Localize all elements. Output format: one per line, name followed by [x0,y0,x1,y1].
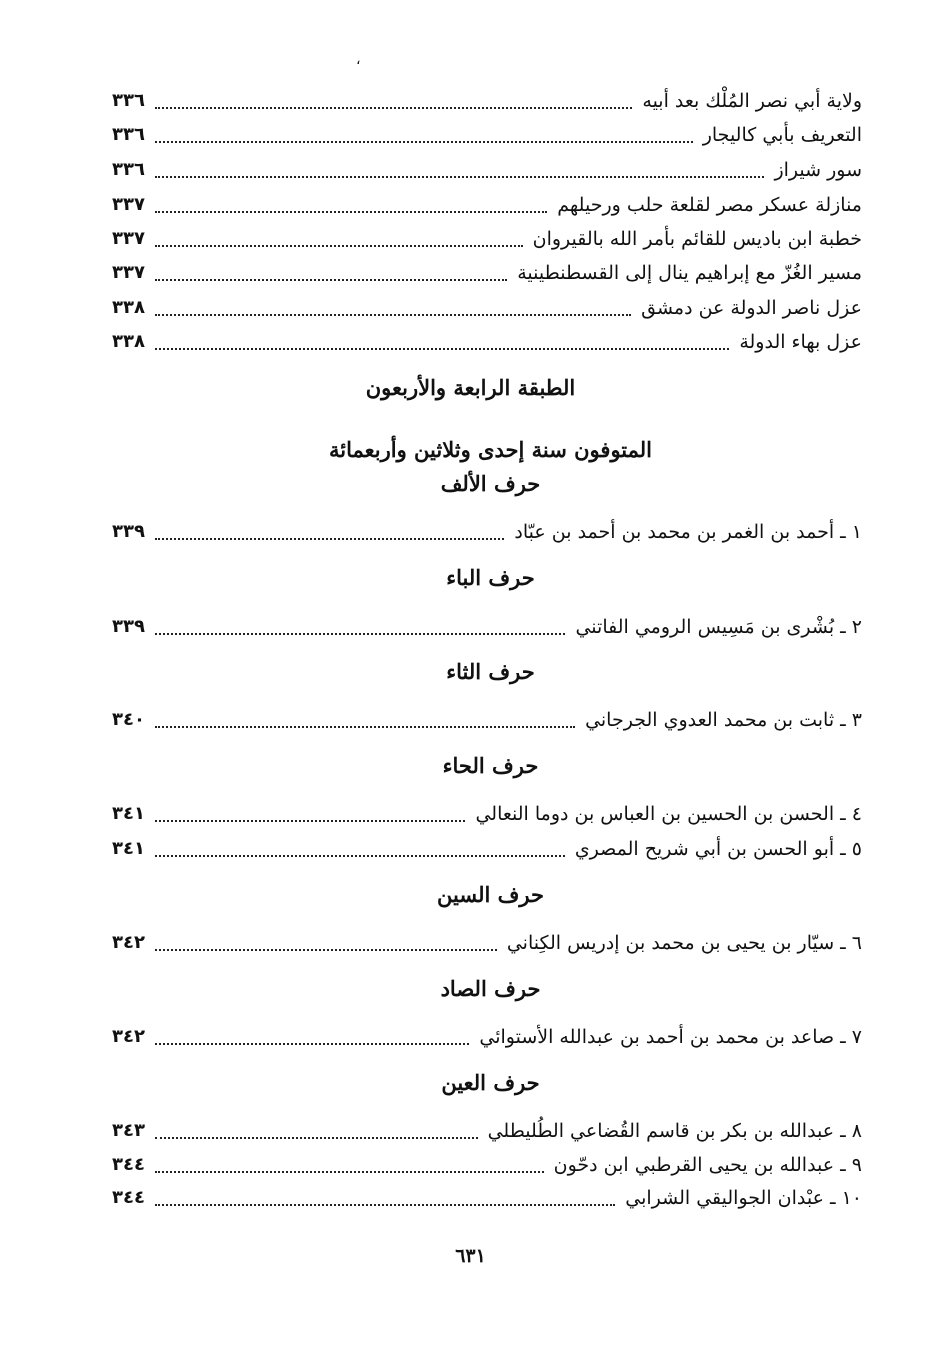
letter-heading: حرف السين [437,882,544,907]
entry-page: ٣٣٧ [112,194,145,215]
toc-entry [112,612,862,642]
entry-page: ٣٣٩ [112,521,145,542]
entry-title: خطبة ابن باديس للقائم بأمر الله بالقيروان [532,228,862,250]
entry-title: التعريف بأبي كاليجار [702,124,862,146]
letter-heading: حرف الصاد [440,976,541,1001]
entry-page: ٣٤٤ [112,1154,145,1175]
toc-entry [112,1116,862,1146]
leader-dots [155,314,631,316]
entry-page: ٣٣٧ [112,228,145,249]
leader-dots [155,141,693,143]
entry-page: ٣٣٨ [112,297,145,318]
letter-heading: حرف الحاء [442,753,539,778]
entry-page: ٣٤١ [112,803,145,824]
letter-heading: حرف الألف [440,471,541,496]
leader-dots [155,855,565,857]
toc-entry [112,1022,862,1052]
entry-page: ٣٣٦ [112,124,145,145]
toc-entry [112,517,862,547]
page-number: ٦٣١ [455,1245,486,1267]
toc-entry [112,834,862,864]
toc-entry [112,258,862,288]
letter-heading: حرف العين [441,1070,540,1095]
leader-dots [155,1137,478,1139]
entry-page: ٣٤٢ [112,1026,145,1047]
entry-page: ٣٤٣ [112,1120,145,1141]
toc-entry [112,224,862,254]
year-title: المتوفون سنة إحدى وثلاثين وأربعمائة [329,437,652,462]
top-mark: ، [356,52,361,68]
leader-dots [155,1171,544,1173]
toc-entry [112,1183,862,1213]
section-title: الطبقة الرابعة والأربعون [365,375,576,400]
leader-dots [155,1204,615,1206]
entry-page: ٣٣٩ [112,616,145,637]
entry-title: ١ ـ أحمد بن الغمر بن محمد بن أحمد بن عبّاد [514,521,862,543]
entry-title: سور شيراز [774,159,862,181]
entry-title: مسير الغُزّ مع إبراهيم ينال إلى القسطنطينية [517,262,862,284]
leader-dots [155,245,523,247]
toc-entry [112,928,862,958]
leader-dots [155,176,764,178]
entry-title: ٥ ـ أبو الحسن بن أبي شريح المصري [574,838,862,860]
entry-page: ٣٣٦ [112,90,145,111]
entry-title: ١٠ ـ عبْدان الجواليقي الشرابي [625,1187,862,1209]
entry-title: ٢ ـ بُشْرى بن مَسِيس الرومي الفاتني [575,616,862,638]
toc-entry [112,155,862,185]
entry-title: ٨ ـ عبدالله بن بكر بن قاسم القُضاعي الطُليطلي [487,1120,862,1142]
leader-dots [155,1043,469,1045]
toc-entry [112,799,862,829]
letter-heading: حرف الثاء [446,659,535,684]
toc-entry [112,293,862,323]
entry-title: ولاية أبي نصر المُلْك بعد أبيه [642,90,862,112]
entry-title: ٩ ـ عبدالله بن يحيى القرطبي ابن دحّون [553,1154,862,1176]
toc-entry [112,1150,862,1180]
toc-entry [112,190,862,220]
leader-dots [155,538,504,540]
leader-dots [155,107,632,109]
entry-page: ٣٣٧ [112,262,145,283]
toc-entry [112,705,862,735]
leader-dots [155,820,465,822]
entry-title: ٤ ـ الحسن بن الحسين بن العباس بن دوما النعالي [475,803,862,825]
leader-dots [155,348,729,350]
entry-page: ٣٤٤ [112,1187,145,1208]
leader-dots [155,726,575,728]
entry-title: عزل بهاء الدولة [739,331,862,353]
entry-title: عزل ناصر الدولة عن دمشق [641,297,862,319]
entry-page: ٣٤١ [112,838,145,859]
leader-dots [155,633,566,635]
entry-page: ٣٤٠ [112,709,145,730]
leader-dots [155,211,547,213]
entry-page: ٣٤٢ [112,932,145,953]
leader-dots [155,279,507,281]
entry-title: منازلة عسكر مصر لقلعة حلب ورحيلهم [557,194,862,216]
letter-heading: حرف الباء [446,565,535,590]
toc-entry [112,327,862,357]
entry-page: ٣٣٨ [112,331,145,352]
leader-dots [155,949,497,951]
toc-entry [112,120,862,150]
toc-entry [112,86,862,116]
entry-title: ٣ ـ ثابت بن محمد العدوي الجرجاني [585,709,862,731]
entry-title: ٦ ـ سيّار بن يحيى بن محمد بن إدريس الكِناني [506,932,862,954]
entry-title: ٧ ـ صاعد بن محمد بن أحمد بن عبدالله الأستوائي [479,1026,862,1048]
entry-page: ٣٣٦ [112,159,145,180]
